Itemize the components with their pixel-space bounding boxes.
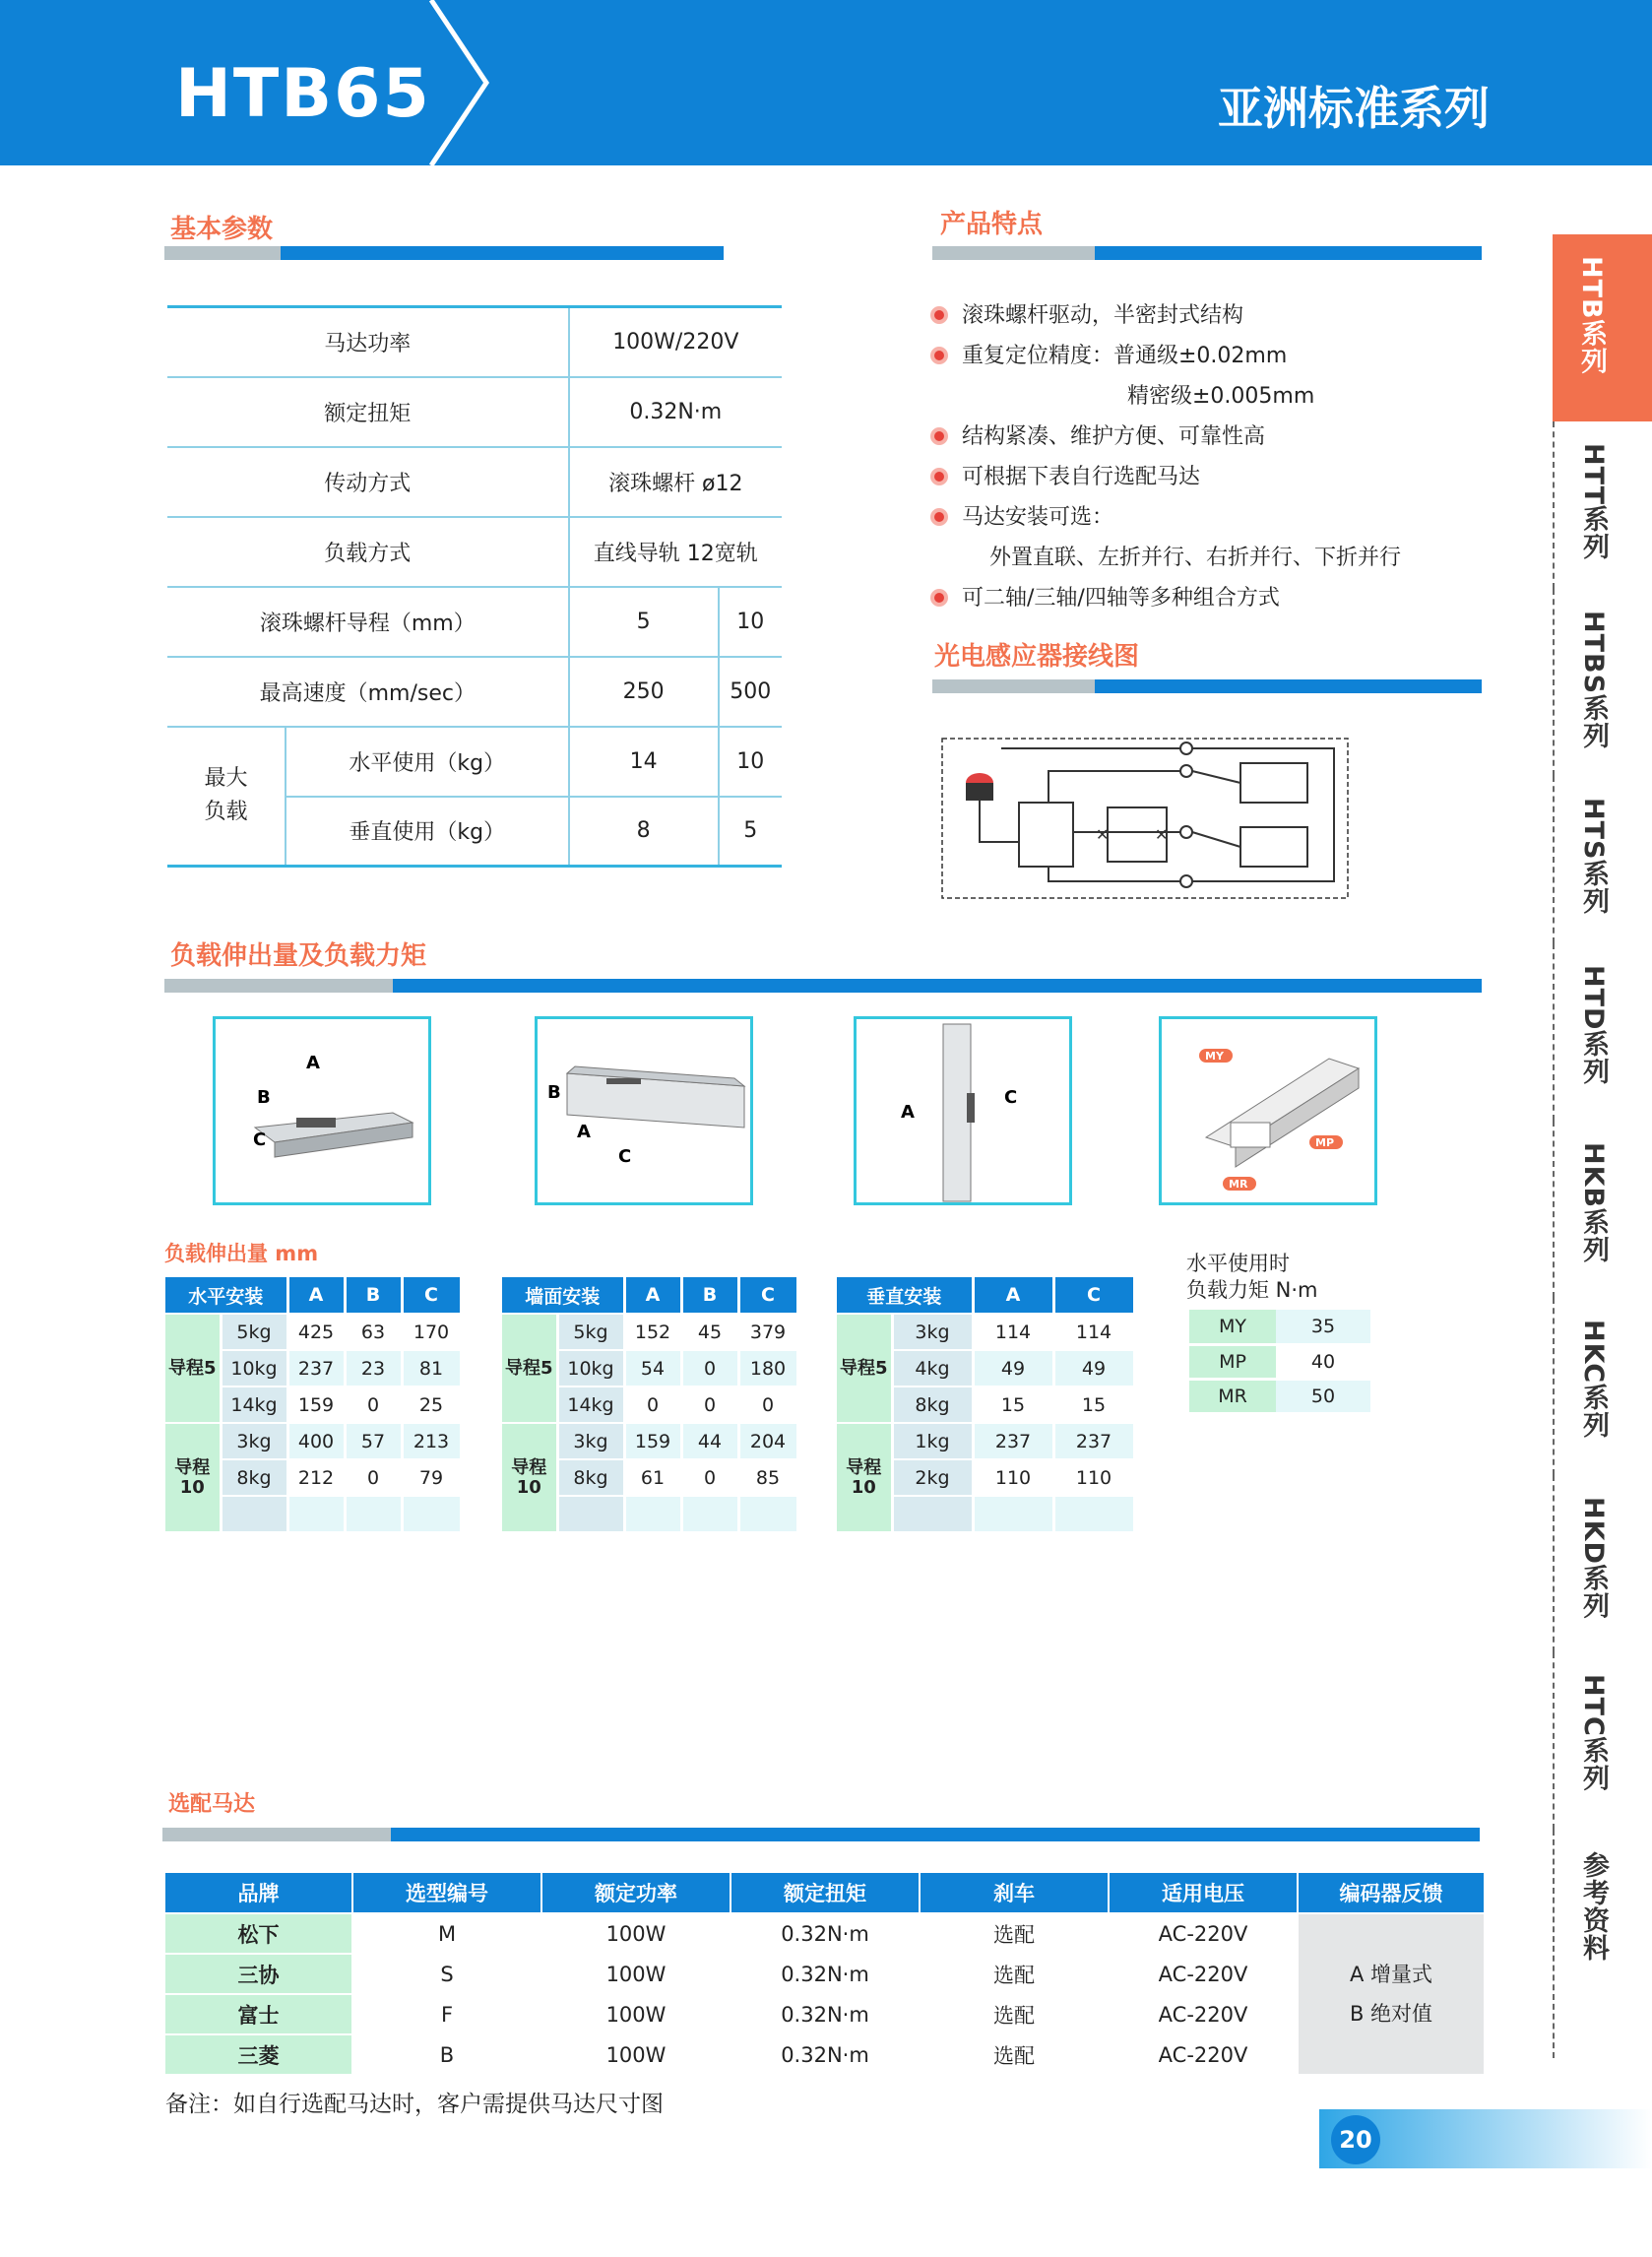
table-cell: 3kg — [221, 1423, 287, 1459]
table-cell: 0.32N·m — [731, 1994, 920, 2034]
bullet-icon — [930, 306, 948, 324]
table-cell: C — [402, 1277, 461, 1314]
bullet-icon — [930, 347, 948, 364]
side-tab-htc[interactable]: HTC系列 — [1553, 1652, 1652, 1830]
table-cell: 57 — [345, 1423, 402, 1459]
section-title-features: 产品特点 — [940, 210, 1044, 239]
param-value: 8 — [569, 797, 719, 867]
table-cell: AC-220V — [1109, 1913, 1298, 1954]
table-cell: AC-220V — [1109, 1954, 1298, 1994]
motor-note: 备注：如自行选配马达时，客户需提供马达尺寸图 — [165, 2092, 664, 2117]
table-cell: 15 — [1053, 1386, 1134, 1423]
maxload-label: 最大 负载 — [167, 727, 286, 867]
table-cell: 114 — [1053, 1314, 1134, 1350]
table-cell: 100W — [541, 2034, 731, 2075]
table-cell: 刹车 — [920, 1873, 1109, 1913]
table-cell: 79 — [402, 1459, 461, 1496]
table-cell — [681, 1496, 738, 1532]
table-cell: B — [345, 1277, 402, 1314]
feature-item: 精密级±0.005mm — [1127, 384, 1315, 409]
model-name: HTB65 — [175, 55, 431, 133]
side-tab-htb[interactable]: HTB系列 — [1553, 234, 1652, 421]
section-bar — [162, 1828, 1480, 1841]
table-cell: 61 — [624, 1459, 681, 1496]
table-cell — [221, 1496, 287, 1532]
table-cell: B — [681, 1277, 738, 1314]
table-cell: 选配 — [920, 2034, 1109, 2075]
load-moment-figure — [1159, 1016, 1377, 1205]
param-value: 500 — [719, 657, 782, 727]
table-cell: 212 — [287, 1459, 345, 1496]
svg-text:✕: ✕ — [1155, 825, 1169, 844]
table-cell: 4kg — [892, 1350, 973, 1386]
table-cell: 三菱 — [165, 2034, 352, 2075]
param-label: 垂直使用（kg） — [286, 797, 569, 867]
table-cell: 63 — [345, 1314, 402, 1350]
table-cell — [345, 1496, 402, 1532]
table-cell: 导程5 — [502, 1314, 557, 1423]
table-cell: 237 — [973, 1423, 1053, 1459]
table-cell: 0.32N·m — [731, 2034, 920, 2075]
table-cell: 导程5 — [165, 1314, 221, 1423]
wall-mount-figure — [535, 1016, 753, 1205]
table-cell: 导程10 — [837, 1423, 892, 1532]
svg-text:C: C — [1004, 1087, 1018, 1108]
page-number: 20 — [1331, 2115, 1380, 2164]
table-cell: 100W — [541, 1954, 731, 1994]
param-label: 负载方式 — [167, 517, 569, 587]
table-cell — [892, 1496, 973, 1532]
table-cell: 425 — [287, 1314, 345, 1350]
table-cell: 10kg — [221, 1350, 287, 1386]
table-cell: 水平安装 — [165, 1277, 287, 1314]
table-cell: 0 — [681, 1386, 738, 1423]
svg-text:C: C — [253, 1129, 267, 1150]
section-bar — [932, 246, 1482, 260]
table-cell: 213 — [402, 1423, 461, 1459]
section-title-sensor: 光电感应器接线图 — [934, 642, 1140, 672]
svg-text:✕: ✕ — [1096, 825, 1110, 844]
table-cell: 导程10 — [502, 1423, 557, 1532]
side-tab-htd[interactable]: HTD系列 — [1553, 943, 1652, 1121]
table-cell: 墙面安装 — [502, 1277, 624, 1314]
side-tab-htt[interactable]: HTT系列 — [1553, 421, 1652, 589]
svg-text:B: B — [547, 1082, 561, 1103]
svg-text:B: B — [257, 1087, 271, 1108]
table-cell: 49 — [1053, 1350, 1134, 1386]
param-value: 5 — [719, 797, 782, 867]
table-cell: 垂直安装 — [837, 1277, 973, 1314]
param-label: 滚珠螺杆导程（mm） — [167, 587, 569, 657]
table-cell: 8kg — [221, 1459, 287, 1496]
sensor-wiring-diagram — [940, 734, 1354, 901]
section-bar — [164, 979, 1482, 993]
table-cell: C — [738, 1277, 797, 1314]
table-cell: 35 — [1276, 1310, 1370, 1344]
table-cell: 富士 — [165, 1994, 352, 2034]
basic-params-table — [167, 305, 782, 868]
table-cell: 2kg — [892, 1459, 973, 1496]
table-cell: MY — [1189, 1310, 1276, 1344]
section-title-motor: 选配马达 — [168, 1792, 256, 1817]
wall-mount-table — [502, 1277, 799, 1533]
table-cell: 三协 — [165, 1954, 352, 1994]
table-cell: 3kg — [557, 1423, 624, 1459]
table-cell: 导程5 — [837, 1314, 892, 1423]
table-cell: 5kg — [557, 1314, 624, 1350]
table-cell: A — [624, 1277, 681, 1314]
table-cell: 松下 — [165, 1913, 352, 1954]
table-cell: 110 — [1053, 1459, 1134, 1496]
table-cell: 23 — [345, 1350, 402, 1386]
table-cell: 5kg — [221, 1314, 287, 1350]
table-cell — [402, 1496, 461, 1532]
table-cell: 204 — [738, 1423, 797, 1459]
table-cell: 额定功率 — [541, 1873, 731, 1913]
table-cell: 49 — [973, 1350, 1053, 1386]
side-tab-hkd[interactable]: HKD系列 — [1553, 1475, 1652, 1652]
table-cell — [287, 1496, 345, 1532]
table-cell: M — [352, 1913, 541, 1954]
feature-item: 滚珠螺杆驱动，半密封式结构 — [930, 298, 1243, 329]
horizontal-mount-table — [165, 1277, 463, 1533]
param-label: 最高速度（mm/sec） — [167, 657, 569, 727]
param-value: 10 — [719, 587, 782, 657]
table-cell: AC-220V — [1109, 2034, 1298, 2075]
moment-table — [1189, 1310, 1370, 1415]
table-cell: 0.32N·m — [731, 1913, 920, 1954]
svg-text:C: C — [618, 1146, 632, 1167]
table-cell: 379 — [738, 1314, 797, 1350]
table-cell: 选配 — [920, 1913, 1109, 1954]
table-cell: 110 — [973, 1459, 1053, 1496]
table-cell: A — [287, 1277, 345, 1314]
feature-item: 重复定位精度：普通级±0.02mm — [930, 339, 1287, 369]
table-cell: 180 — [738, 1350, 797, 1386]
table-cell: 选型编号 — [352, 1873, 541, 1913]
param-value: 滚珠螺杆 ø12 — [569, 447, 782, 517]
table-cell: 0 — [345, 1386, 402, 1423]
section-title-load: 负载伸出量及负载力矩 — [170, 941, 427, 971]
table-cell: 0 — [345, 1459, 402, 1496]
param-value: 直线导轨 12宽轨 — [569, 517, 782, 587]
feature-item: 可二轴/三轴/四轴等多种组合方式 — [930, 581, 1280, 612]
table-cell: 40 — [1276, 1344, 1370, 1379]
table-cell: 编码器反馈 — [1298, 1873, 1485, 1913]
bullet-icon — [930, 508, 948, 526]
motor-table — [165, 1873, 1486, 2076]
horizontal-mount-figure — [213, 1016, 431, 1205]
vertical-mount-figure — [854, 1016, 1072, 1205]
table-cell: 15 — [973, 1386, 1053, 1423]
svg-text:A: A — [901, 1102, 915, 1123]
param-label: 传动方式 — [167, 447, 569, 517]
table-cell: 159 — [287, 1386, 345, 1423]
param-label: 水平使用（kg） — [286, 727, 569, 797]
side-tab-hkb[interactable]: HKB系列 — [1553, 1121, 1652, 1298]
bullet-icon — [930, 589, 948, 607]
table-cell: 400 — [287, 1423, 345, 1459]
table-cell — [738, 1496, 797, 1532]
table-cell: 0 — [681, 1350, 738, 1386]
param-value: 100W/220V — [569, 307, 782, 377]
table-cell: 0.32N·m — [731, 1954, 920, 1994]
table-cell: 10kg — [557, 1350, 624, 1386]
table-cell: 85 — [738, 1459, 797, 1496]
chevron-icon — [423, 0, 502, 165]
param-value: 5 — [569, 587, 719, 657]
svg-text:A: A — [577, 1122, 591, 1142]
side-tab-htbs[interactable]: HTBS系列 — [1553, 589, 1652, 776]
bullet-icon — [930, 427, 948, 445]
table-cell: 14kg — [221, 1386, 287, 1423]
table-cell: 1kg — [892, 1423, 973, 1459]
moment-title: 水平使用时 负载力矩 N·m — [1186, 1252, 1318, 1302]
vertical-mount-table — [837, 1277, 1136, 1533]
table-cell: 3kg — [892, 1314, 973, 1350]
table-cell: 100W — [541, 1913, 731, 1954]
table-cell: 选配 — [920, 1954, 1109, 1994]
table-cell: 0 — [624, 1386, 681, 1423]
table-cell: 44 — [681, 1423, 738, 1459]
table-cell — [1053, 1496, 1134, 1532]
param-value: 14 — [569, 727, 719, 797]
load-extension-subtitle: 负载伸出量 mm — [164, 1242, 319, 1265]
svg-text:A: A — [306, 1053, 320, 1073]
encoder-cell: A 增量式 B 绝对值 — [1298, 1913, 1485, 2075]
table-cell: 237 — [1053, 1423, 1134, 1459]
param-value: 250 — [569, 657, 719, 727]
table-cell — [624, 1496, 681, 1532]
table-cell: S — [352, 1954, 541, 1994]
table-cell: A — [973, 1277, 1053, 1314]
svg-text:MY: MY — [1205, 1050, 1224, 1063]
table-cell: 45 — [681, 1314, 738, 1350]
svg-text:MP: MP — [1315, 1136, 1335, 1149]
param-value: 0.32N·m — [569, 377, 782, 447]
table-cell: 导程10 — [165, 1423, 221, 1532]
section-bar — [164, 246, 724, 260]
table-cell: 选配 — [920, 1994, 1109, 2034]
table-cell: 114 — [973, 1314, 1053, 1350]
svg-text:MR: MR — [1229, 1178, 1248, 1191]
header-banner — [0, 0, 1652, 165]
feature-item: 可根据下表自行选配马达 — [930, 460, 1200, 490]
table-cell: 25 — [402, 1386, 461, 1423]
table-cell: 8kg — [892, 1386, 973, 1423]
param-label: 马达功率 — [167, 307, 569, 377]
table-cell — [973, 1496, 1053, 1532]
table-cell: 0 — [738, 1386, 797, 1423]
side-tab-hts[interactable]: HTS系列 — [1553, 776, 1652, 943]
table-cell: MR — [1189, 1379, 1276, 1413]
table-cell: 额定扭矩 — [731, 1873, 920, 1913]
table-cell: F — [352, 1994, 541, 2034]
table-cell: C — [1053, 1277, 1134, 1314]
param-label: 额定扭矩 — [167, 377, 569, 447]
table-cell: 170 — [402, 1314, 461, 1350]
table-cell: 品牌 — [165, 1873, 352, 1913]
table-cell — [557, 1496, 624, 1532]
table-cell: 14kg — [557, 1386, 624, 1423]
table-cell: AC-220V — [1109, 1994, 1298, 2034]
param-value: 10 — [719, 727, 782, 797]
table-cell: 0 — [681, 1459, 738, 1496]
table-cell: 54 — [624, 1350, 681, 1386]
table-cell: B — [352, 2034, 541, 2075]
section-bar — [932, 679, 1482, 693]
table-cell: 152 — [624, 1314, 681, 1350]
table-cell: 237 — [287, 1350, 345, 1386]
side-tab-reference[interactable]: 参考资料 — [1553, 1830, 1652, 2058]
table-cell: 50 — [1276, 1379, 1370, 1413]
table-cell: MP — [1189, 1344, 1276, 1379]
table-cell: 8kg — [557, 1459, 624, 1496]
table-cell: 适用电压 — [1109, 1873, 1298, 1913]
side-tab-hkc[interactable]: HKC系列 — [1553, 1298, 1652, 1475]
feature-item: 结构紧凑、维护方便、可靠性高 — [930, 419, 1265, 450]
table-cell: 159 — [624, 1423, 681, 1459]
table-cell: 100W — [541, 1994, 731, 2034]
bullet-icon — [930, 468, 948, 485]
table-cell: 81 — [402, 1350, 461, 1386]
feature-item: 马达安装可选： — [930, 500, 1113, 531]
feature-item: 外置直联、左折并行、右折并行、下折并行 — [989, 546, 1402, 570]
series-title: 亚洲标准系列 — [1218, 82, 1490, 135]
section-title-basic: 基本参数 — [170, 215, 274, 244]
